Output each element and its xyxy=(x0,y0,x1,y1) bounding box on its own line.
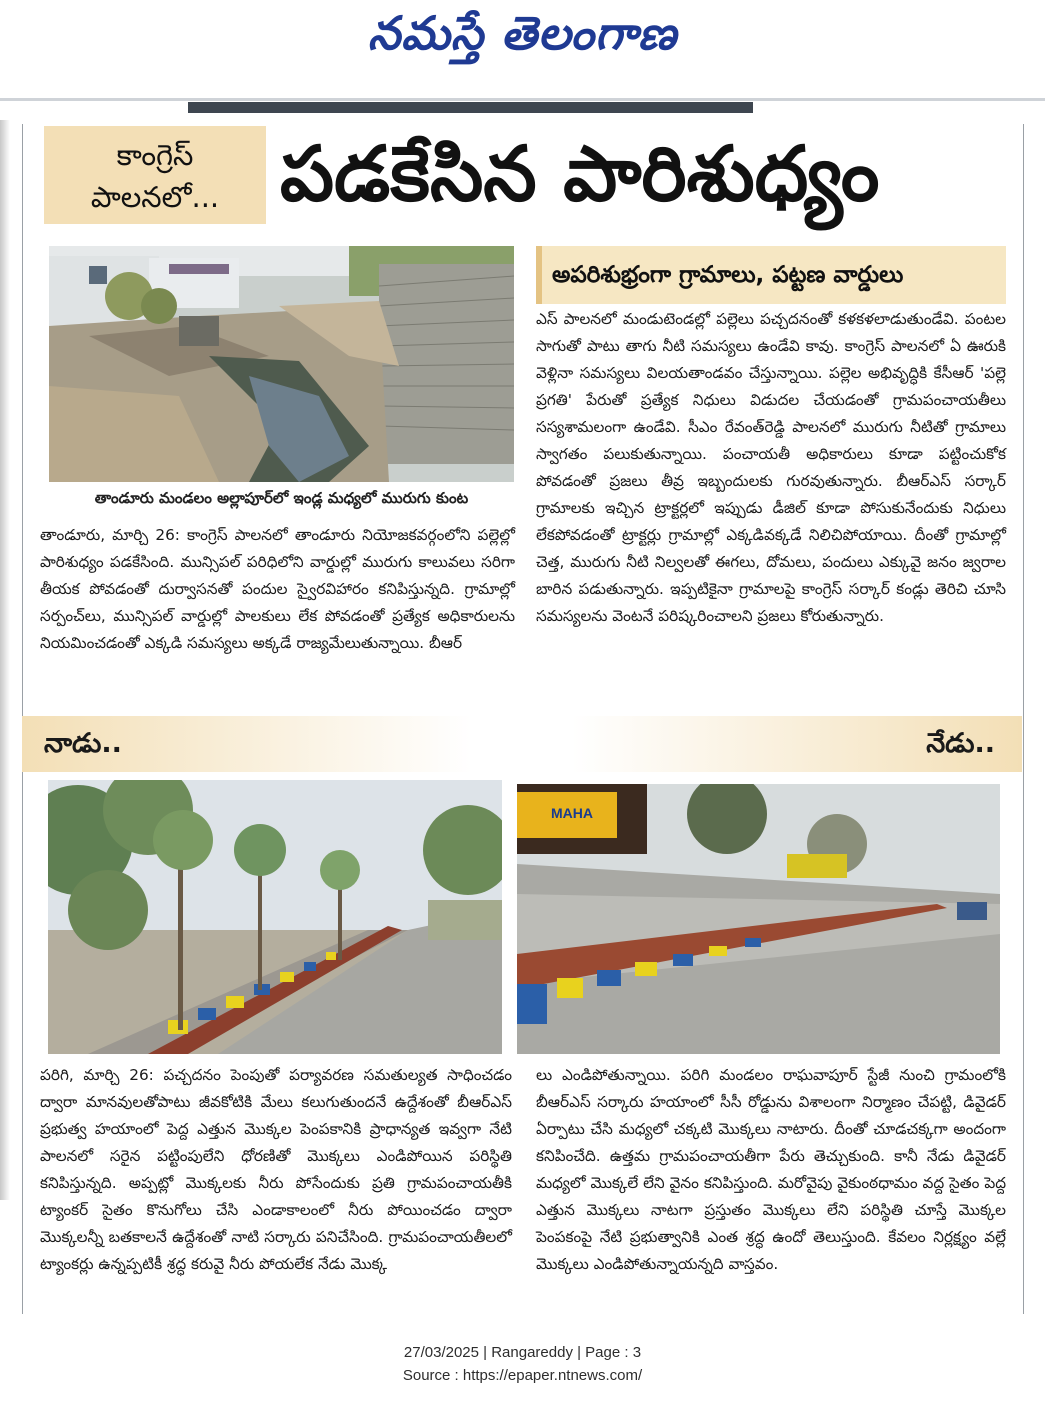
page-edge-shadow xyxy=(0,120,10,1200)
sewage-photo xyxy=(49,246,514,482)
then-road-photo xyxy=(48,780,502,1054)
kicker-box xyxy=(44,126,266,224)
footer-source: Source : https://epaper.ntnews.com/ xyxy=(402,1367,643,1384)
subheadline: అపరిశుభ్రంగా గ్రామాలు, పట్టణ వార్డులు xyxy=(536,246,1006,304)
top-bar xyxy=(188,102,753,113)
now-road-photo xyxy=(517,784,1000,1054)
photo-caption: తాండూరు మండలం అల్లాపూర్‌లో ఇండ్ల మధ్యలో మురుగు కుంట xyxy=(94,489,469,507)
article2-body-right: లు ఎండిపోతున్నాయి. పరిగి మండలం రాఘవాపూర్ స్టేజీ నుంచి గ్రామంలోకి బీఆర్‌ఎస్ సర్కారు హయాంలో సీసీ రోడ్డును విశాలంగా నిర్మాణం చేపట్టి, డివైడర్ ఏర్పాటు చేసి మధ్యలో చక్కటి మొక్కలు నాటారు. దీంతో చూడచక్కగా అందంగా కనిపించేది. ఉత్తమ గ్రామపంచాయతీగా పేరు తెచ్చుకుంది. కానీ నేడు డివైడర్ మధ్యలో మొక్కలే లేని వైనం కనిపిస్తుంది. మరోవైపు వైకుంఠధామం వద్ద సైతం పెద్ద ఎత్తున మొక్కలు నాటగా ప్రస్తుతం మొక్కలు లేని పరిస్థితి చూస్తే మొక్కల పెంపకంపై నేటి ప్రభుత్వానికి ఎంత శ్రద్ధ ఉందో తెలుస్తుంది. కేవలం నిర్లక్ష్యం వల్లే మొక్కలు ఎండిపోతున్నాయన్నది వాస్తవం. xyxy=(536,1066,1006,1273)
top-rule xyxy=(0,98,1045,101)
kicker-line-2: పాలనలో... xyxy=(90,180,220,214)
label-now: నేడు.. xyxy=(926,728,995,759)
article1-body-left: తాండూరు, మార్చి 26: కాంగ్రెస్ పాలనలో తాండూరు నియోజకవర్గంలోని పల్లెల్లో పారిశుధ్యం పడకేసింది. మున్సిపల్ పరిధిలోని వార్డుల్లో మురుగు కాలువలు సరిగా తీయక పోవడంతో దుర్వాసనతో పందుల స్వైరవిహారం కనిపిస్తున్నది. గ్రామాల్లో సర్పంచ్‌లు, మున్సిపల్ వార్డుల్లో పాలకులు లేక పోవడంతో ప్రత్యేక అధికారులను నియమించడంతో ఎక్కడి సమస్యలు అక్కడే రాజ్యమేలుతున్నాయి. బీఆర్ xyxy=(40,526,515,652)
headline: పడకేసిన పారిశుధ్యం xyxy=(280,129,880,218)
then-now-band xyxy=(22,716,1022,772)
footer-date-edition: 27/03/2025 | Rangareddy | Page : 3 xyxy=(403,1344,642,1361)
article1-body-right: ఎస్ పాలనలో మండుటెండల్లో పల్లెలు పచ్చదనంతో కళకళలాడుతుండేవి. పంటల సాగుతో పాటు తాగు నీటి సమస్యలు ఉండేవి కావు. కాంగ్రెస్ పాలనలో ఏ ఊరుకి వెళ్లినా సమస్యలు విలయతాండవం చేస్తున్నాయి. పల్లెల అభివృద్ధికి కేసీఆర్ 'పల్లె ప్రగతి' పేరుతో ప్రత్యేక నిధులు విడుదల చేయడంతో గ్రామపంచాయతీలు సస్యశామలంగా ఉండేవి. సీఎం రేవంత్‌రెడ్డి పాలనలో మురుగు నీటితో గ్రామాలు స్వాగతం పలుకుతున్నాయి. పంచాయతీ అధికారులు కూడా పట్టించుకోక పోవడంతో ప్రజలు తీవ్ర ఇబ్బందులకు గురవుతున్నారు. బీఆర్‌ఎస్ సర్కార్ గ్రామాలకు ఇచ్చిన ట్రాక్టర్లలో ఇప్పుడు డీజిల్ కూడా పోసుకునేందుకు నిధులు లేకపోవడంతో ట్రాక్టర్లు గ్రామాల్లో ఎక్కడివక్కడే నిలిచిపోయాయి. దీంతో గ్రామాల్లో చెత్త, మురుగు నీటి నిల్వలతో ఈగలు, దోమలు, పందులు ఎక్కువై జనం జ్వరాల బారిన పడుతున్నారు. ఇప్పటికైనా గ్రామాలపై కాంగ్రెస్ సర్కార్ కండ్లు తెరిచి చూసి సమస్యలను వెంటనే పరిష్కరించాలని ప్రజలు కోరుతున్నారు. xyxy=(536,310,1006,625)
masthead xyxy=(0,0,1045,75)
kicker-line-1: కాంగ్రెస్ xyxy=(116,138,194,172)
label-then: నాడు.. xyxy=(44,728,122,759)
article2-body-left: పరిగి, మార్చి 26: పచ్చదనం పెంపుతో పర్యావరణ సమతుల్యత సాధించడం ద్వారా మానవులతోపాటు జీవకోటికి మేలు కలుగుతుందనే ఉద్దేశంతో బీఆర్‌ఎస్ ప్రభుత్వ హయాంలో పెద్ద ఎత్తున మొక్కల పెంపకానికి ప్రాధాన్యత ఇవ్వగా నేటి పాలనలో సరైన పట్టింపులేని ధోరణితో మొక్కలు ఎండిపోయిన పరిస్థితి కనిపిస్తున్నది. అప్పట్లో మొక్కలకు నీరు పోసేందుకు ప్రతి గ్రామపంచాయతీకి ట్యాంకర్ సైతం కొనుగోలు చేసి ఎండాకాలంలో నీరు పోయించడం ద్వారా మొక్కలన్నీ బతకాలనే ఉద్దేశంతో నాటి సర్కారు పనిచేసింది. గ్రామపంచాయతీలలో ట్యాంకర్లు ఉన్నప్పటికీ శ్రద్ధ కరువై నీరు పోయలేక నేడు మొక్క xyxy=(40,1066,512,1273)
masthead-logo: నమస్తే తెలంగాణ xyxy=(367,6,678,60)
shop-sign-text: MAHA xyxy=(551,805,593,821)
